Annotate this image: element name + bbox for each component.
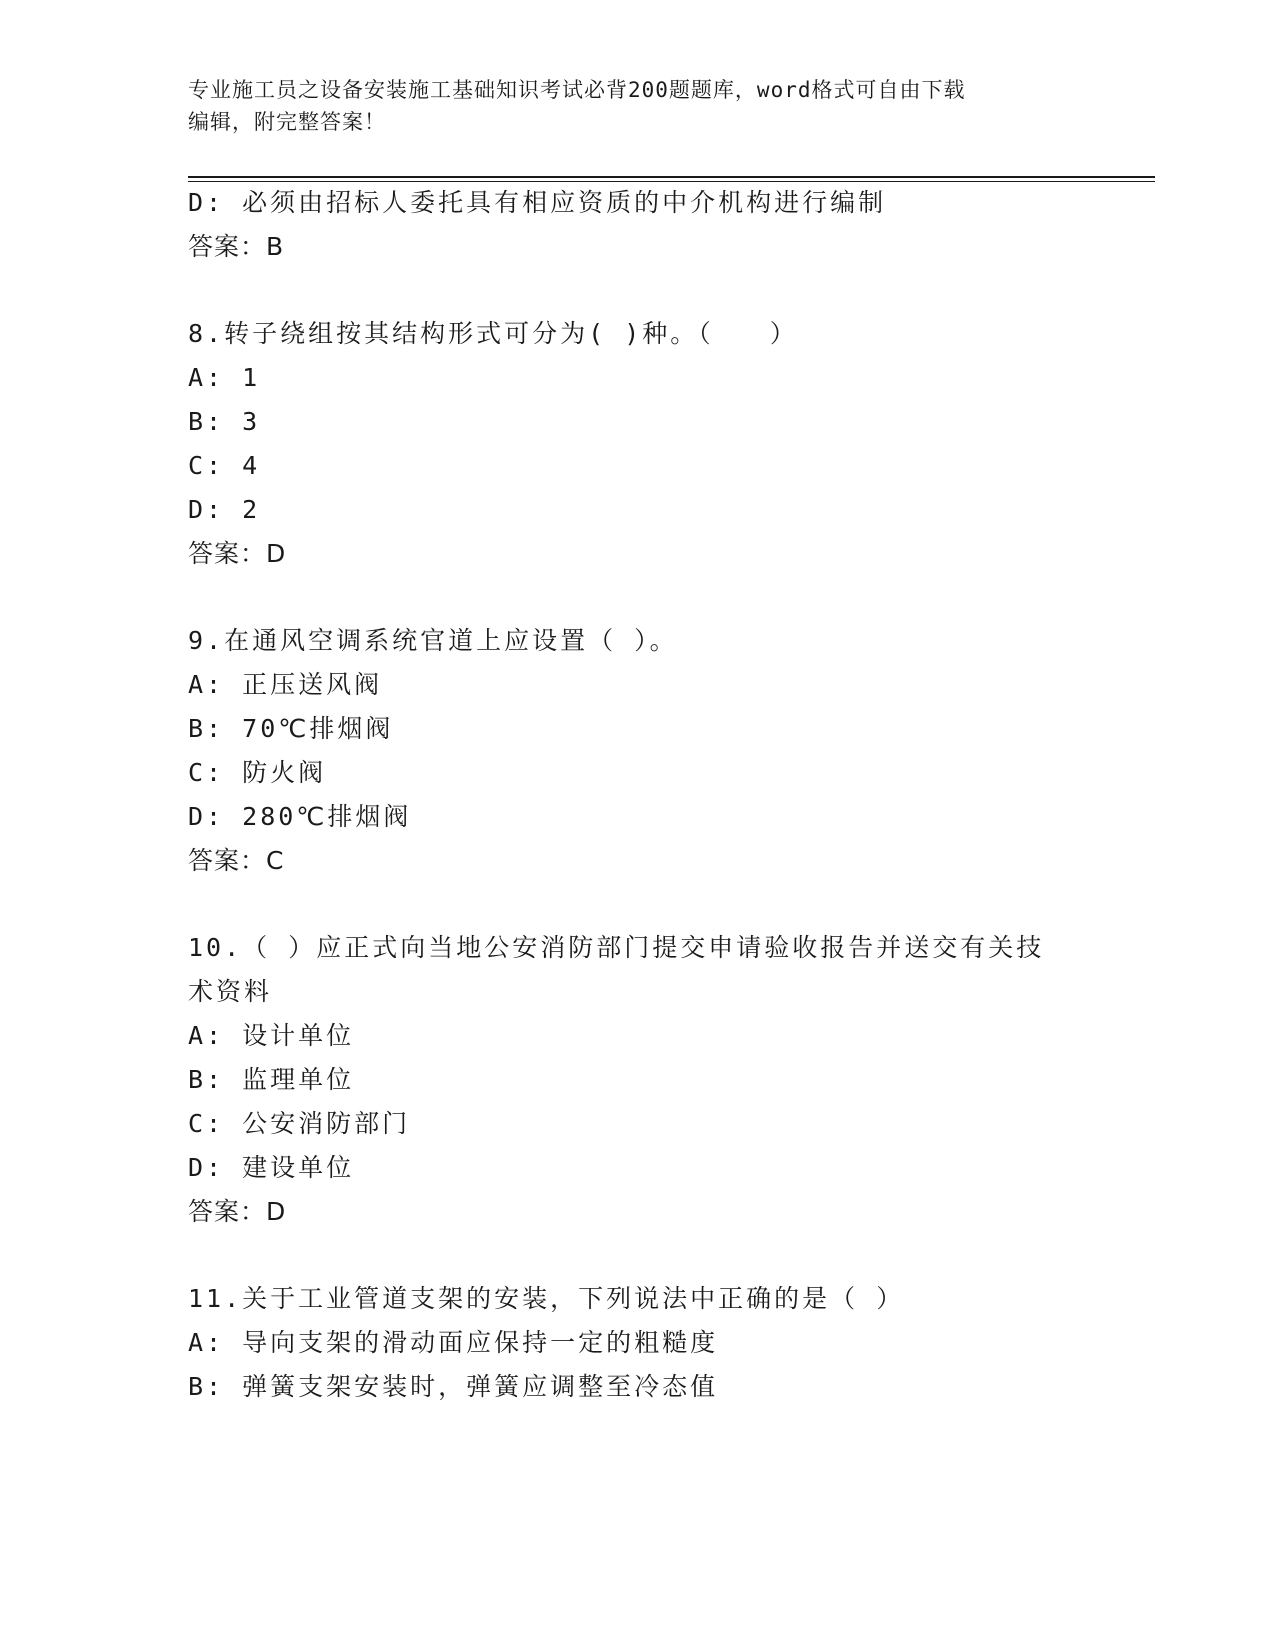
- q9-answer: 答案：C: [188, 846, 285, 875]
- q8-answer: 答案：D: [188, 539, 287, 568]
- q10-stem-line-2: 术资料: [188, 977, 273, 1006]
- header-title-line-1: 专业施工员之设备安装施工基础知识考试必背200题题库，word格式可自由下载: [188, 78, 966, 102]
- q8-option-d: D: 2: [188, 495, 261, 524]
- q11-stem: 11.关于工业管道支架的安装，下列说法中正确的是（ ）: [188, 1284, 905, 1313]
- q8-option-b: B: 3: [188, 407, 261, 436]
- q9-option-a: A: 正压送风阀: [188, 670, 383, 699]
- q9-option-d: D: 280℃排烟阀: [188, 802, 412, 831]
- header-divider-thick: [188, 176, 1155, 178]
- q10-option-d: D: 建设单位: [188, 1153, 355, 1182]
- q10-option-a: A: 设计单位: [188, 1021, 355, 1050]
- q8-stem: 8.转子绕组按其结构形式可分为( )种。（ ）: [188, 319, 798, 348]
- header-divider-thin: [188, 181, 1155, 182]
- q7-answer: 答案：B: [188, 232, 285, 261]
- q8-option-c: C: 4: [188, 451, 261, 480]
- q10-option-c: C: 公安消防部门: [188, 1109, 411, 1138]
- q11-option-a: A: 导向支架的滑动面应保持一定的粗糙度: [188, 1328, 719, 1357]
- q10-stem-line-1: 10.（ ）应正式向当地公安消防部门提交申请验收报告并送交有关技: [188, 933, 1045, 962]
- q9-option-b: B: 70℃排烟阀: [188, 714, 394, 743]
- q9-stem: 9.在通风空调系统官道上应设置（ ）。: [188, 626, 678, 655]
- q10-option-b: B: 监理单位: [188, 1065, 355, 1094]
- q9-option-c: C: 防火阀: [188, 758, 327, 787]
- q8-option-a: A: 1: [188, 363, 261, 392]
- q10-answer: 答案：D: [188, 1197, 287, 1226]
- header-title-line-2: 编辑，附完整答案！: [188, 110, 386, 134]
- q11-option-b: B: 弹簧支架安装时，弹簧应调整至冷态值: [188, 1372, 719, 1401]
- page-header: [188, 74, 1088, 138]
- q7-option-d: D: 必须由招标人委托具有相应资质的中介机构进行编制: [188, 188, 887, 217]
